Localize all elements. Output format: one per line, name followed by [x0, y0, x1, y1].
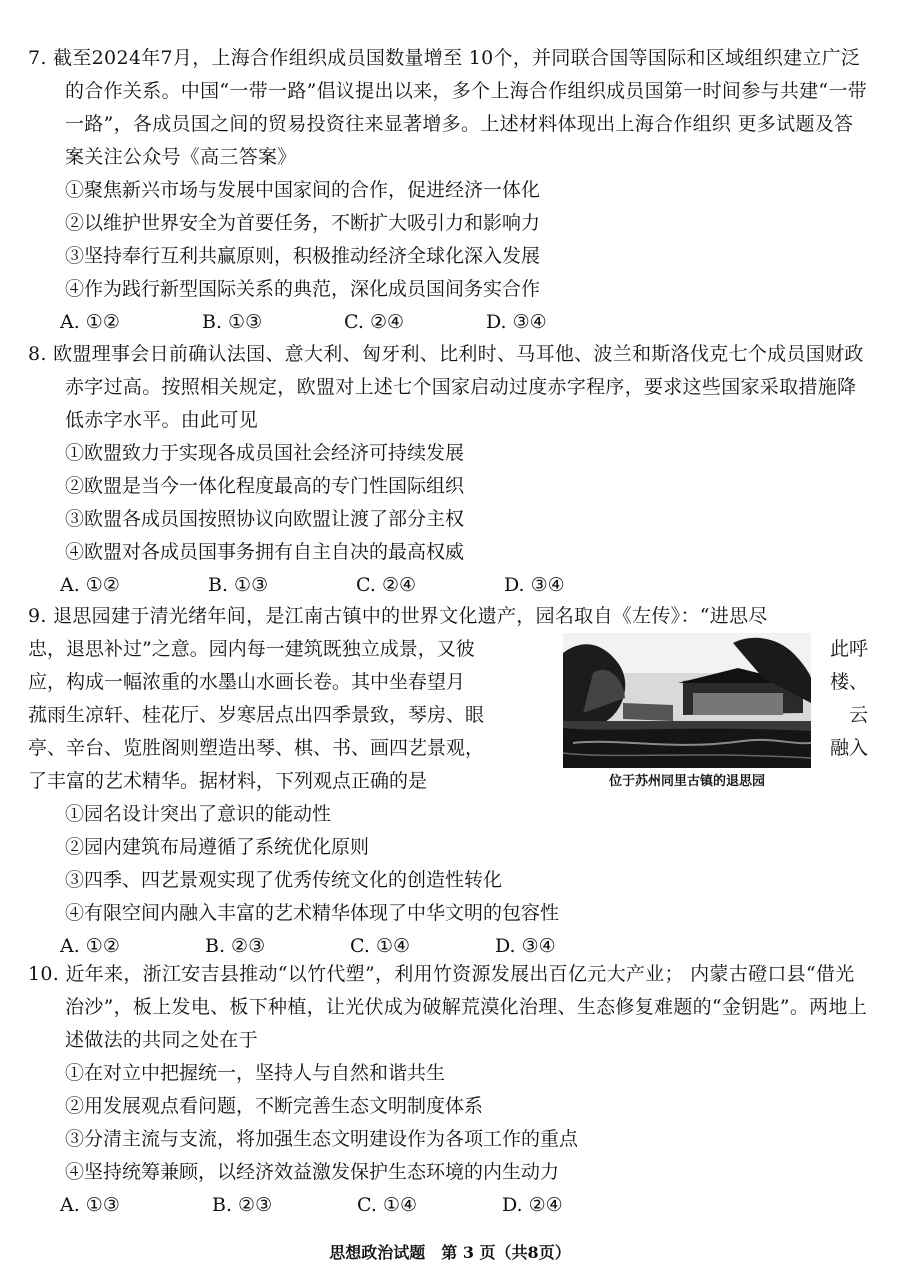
question-stem-line-1: 9. 退思园建于清光绪年间，是江南古镇中的世界文化遗产，园名取自《左传》：“进思尽: [28, 605, 768, 627]
option-1: ①在对立中把握统一，坚持人与自然和谐共生: [65, 1062, 446, 1084]
choice-c[interactable]: C. ②④: [356, 574, 417, 596]
question-9: [28, 600, 868, 963]
photo-caption: 位于苏州同里古镇的退思园: [608, 774, 765, 789]
garden-photo-image: [563, 633, 811, 768]
option-1: ①园名设计突出了意识的能动性: [65, 803, 332, 825]
choice-d[interactable]: D. ③④: [504, 574, 565, 596]
option-2: ②用发展观点看问题，不断完善生态文明制度体系: [65, 1095, 484, 1117]
question-10: [28, 958, 868, 1222]
choice-d[interactable]: D. ②④: [502, 1194, 563, 1216]
choice-b[interactable]: B. ①③: [208, 574, 269, 596]
option-2: ②以维护世界安全为首要任务，不断扩大吸引力和影响力: [65, 212, 541, 234]
choice-a[interactable]: A. ①③: [60, 1194, 120, 1216]
choice-c[interactable]: C. ②④: [344, 311, 405, 333]
choice-c[interactable]: C. ①④: [350, 935, 411, 957]
option-3: ③分清主流与支流，将加强生态文明建设作为各项工作的重点: [65, 1128, 579, 1150]
choice-d[interactable]: D. ③④: [495, 935, 556, 957]
choice-b[interactable]: B. ①③: [202, 311, 263, 333]
choice-c[interactable]: C. ①④: [357, 1194, 418, 1216]
stem-line-end: 融入: [829, 737, 868, 759]
option-3: ③四季、四艺景观实现了优秀传统文化的创造性转化: [65, 869, 503, 891]
question-8: [28, 338, 868, 602]
option-4: ④坚持统筹兼顾，以经济效益激发保护生态环境的内生动力: [65, 1161, 560, 1183]
stem-line-end: 楼、: [829, 671, 868, 693]
stem-line: 忠，退思补过”之意。园内每一建筑既独立成景，又彼: [28, 638, 475, 660]
choice-d[interactable]: D. ③④: [486, 311, 547, 333]
stem-line-end: 此呼: [829, 638, 868, 660]
question-stem: 7. 截至2024年7月，上海合作组织成员国数量增至 10个，并同联合国等国际和区域组织建立广泛的合作关系。中国“一带一路”倡议提出以来，多个上海合作组织成员国第一时间参与共建“一带一路”，各成员国之间的贸易投资往来显著增多。上述材料体现出上海合作组织 更多试题及答案关注公众号《高三答案》: [28, 47, 868, 168]
choice-b[interactable]: B. ②③: [205, 935, 266, 957]
option-1: ①欧盟致力于实现各成员国社会经济可持续发展: [65, 442, 465, 464]
question-stem: 8. 欧盟理事会日前确认法国、意大利、匈牙利、比利时、马耳他、波兰和斯洛伐克七个成员国财政赤字过高。按照相关规定，欧盟对上述七个国家启动过度赤字程序，要求这些国家采取措施降低赤字水平。由此可见: [28, 343, 864, 431]
question-9-body: [28, 633, 868, 798]
stem-line: 应，构成一幅浓重的水墨山水画长卷。其中坐春望月: [28, 671, 466, 693]
choice-a[interactable]: A. ①②: [60, 935, 120, 957]
option-4: ④作为践行新型国际关系的典范，深化成员国间务实合作: [65, 278, 541, 300]
choice-b[interactable]: B. ②③: [212, 1194, 273, 1216]
answer-choices: [28, 306, 868, 339]
option-4: ④欧盟对各成员国事务拥有自主自决的最高权威: [65, 541, 465, 563]
page-footer: 思想政治试题 第 3 页（共8页）: [329, 1243, 571, 1262]
question-stem: 10. 近年来，浙江安吉县推动“以竹代塑”，利用竹资源发展出百亿元大产业； 内蒙古磴口县“借光治沙”，板上发电、板下种植，让光伏成为破解荒漠化治理、生态修复难题的“金钥匙”。两地上述做法的共同之处在于: [28, 963, 868, 1051]
stem-line: 菰雨生凉轩、桂花厅、岁寒居点出四季景致，琴房、眼: [28, 704, 485, 726]
option-3: ③欧盟各成员国按照协议向欧盟让渡了部分主权: [65, 508, 465, 530]
stem-line: 了丰富的艺术精华。据材料，下列观点正确的是: [28, 770, 428, 792]
answer-choices: [28, 569, 868, 602]
question-7: [28, 42, 868, 339]
choice-a[interactable]: A. ①②: [60, 311, 120, 333]
stem-line-end: 云: [848, 704, 868, 726]
option-1: ①聚焦新兴市场与发展中国家间的合作，促进经济一体化: [65, 179, 541, 201]
question-9-text-block: [28, 633, 548, 798]
option-4: ④有限空间内融入丰富的艺术精华体现了中华文明的包容性: [65, 902, 560, 924]
option-3: ③坚持奉行互利共赢原则，积极推动经济全球化深入发展: [65, 245, 541, 267]
answer-choices: [28, 1189, 868, 1222]
option-2: ②园内建筑布局遵循了系统优化原则: [65, 836, 370, 858]
choice-a[interactable]: A. ①②: [60, 574, 120, 596]
stem-line: 亭、辛台、览胜阁则塑造出琴、棋、书、画四艺景观，: [28, 737, 485, 759]
garden-photo: [563, 633, 811, 768]
option-2: ②欧盟是当今一体化程度最高的专门性国际组织: [65, 475, 465, 497]
